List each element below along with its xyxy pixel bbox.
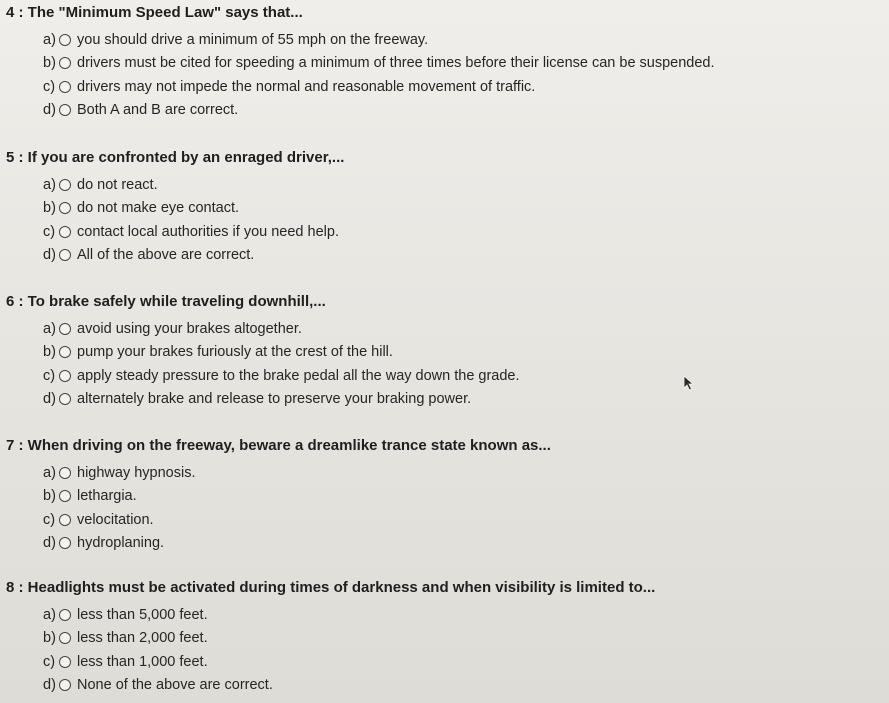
answer-option-a[interactable] <box>43 603 876 627</box>
radio-button-icon[interactable] <box>59 226 71 238</box>
option-text: less than 1,000 feet. <box>77 653 208 670</box>
radio-button-icon[interactable] <box>59 57 71 69</box>
radio-button-icon[interactable] <box>59 490 71 502</box>
radio-button-icon[interactable] <box>59 179 71 191</box>
radio-button-icon[interactable] <box>59 393 71 405</box>
question-title: 8 : Headlights must be activated during times of darkness and when visibility is limited to... <box>6 579 656 596</box>
option-text: less than 5,000 feet. <box>77 606 208 623</box>
answer-option-b[interactable] <box>43 52 876 76</box>
question-title: 6 : To brake safely while traveling downhill,... <box>6 293 326 310</box>
option-text: you should drive a minimum of 55 mph on the freeway. <box>77 31 429 48</box>
option-text: Both A and B are correct. <box>77 102 239 119</box>
question-title: 4 : The "Minimum Speed Law" says that... <box>6 4 303 21</box>
answer-option-d[interactable] <box>43 244 876 268</box>
answer-option-c[interactable] <box>43 508 876 532</box>
option-text: apply steady pressure to the brake pedal all the way down the grade. <box>77 367 520 384</box>
radio-button-icon[interactable] <box>59 370 71 382</box>
option-letter: a) <box>43 176 56 193</box>
radio-button-icon[interactable] <box>59 104 71 116</box>
radio-button-icon[interactable] <box>59 632 71 644</box>
answer-option-a[interactable] <box>43 28 876 52</box>
radio-button-icon[interactable] <box>59 467 71 479</box>
option-text: alternately brake and release to preserve your braking power. <box>77 391 472 408</box>
option-text: do not react. <box>77 176 158 193</box>
option-letter: d) <box>43 391 56 408</box>
radio-button-icon[interactable] <box>59 537 71 549</box>
option-letter: d) <box>43 677 56 694</box>
answer-option-d[interactable] <box>43 532 876 556</box>
option-letter: b) <box>43 344 56 361</box>
radio-button-icon[interactable] <box>59 81 71 93</box>
question-7 <box>6 437 876 555</box>
option-letter: c) <box>43 223 56 240</box>
option-text: contact local authorities if you need help. <box>77 223 339 240</box>
option-letter: b) <box>43 200 56 217</box>
option-letter: a) <box>43 320 56 337</box>
option-text: velocitation. <box>77 511 154 528</box>
option-letter: d) <box>43 102 56 119</box>
option-text: drivers must be cited for speeding a minimum of three times before their license can be suspended. <box>77 55 715 72</box>
radio-button-icon[interactable] <box>59 609 71 621</box>
radio-button-icon[interactable] <box>59 202 71 214</box>
option-text: lethargia. <box>77 488 137 505</box>
option-letter: b) <box>43 630 56 647</box>
radio-button-icon[interactable] <box>59 656 71 668</box>
option-text: None of the above are correct. <box>77 677 273 694</box>
option-text: highway hypnosis. <box>77 464 196 481</box>
radio-button-icon[interactable] <box>59 34 71 46</box>
option-letter: c) <box>43 511 56 528</box>
option-text: hydroplaning. <box>77 535 165 552</box>
option-text: drivers may not impede the normal and reasonable movement of traffic. <box>77 78 536 95</box>
answer-option-b[interactable] <box>43 627 876 651</box>
answer-option-c[interactable] <box>43 364 876 388</box>
answer-option-a[interactable] <box>43 173 876 197</box>
option-letter: c) <box>43 653 56 670</box>
option-letter: a) <box>43 606 56 623</box>
answer-option-c[interactable] <box>43 650 876 674</box>
question-title: 7 : When driving on the freeway, beware a dreamlike trance state known as... <box>6 437 551 454</box>
answer-option-a[interactable] <box>43 461 876 485</box>
option-letter: d) <box>43 247 56 264</box>
question-5 <box>6 149 876 267</box>
radio-button-icon[interactable] <box>59 679 71 691</box>
answer-option-c[interactable] <box>43 75 876 99</box>
radio-button-icon[interactable] <box>59 514 71 526</box>
option-letter: c) <box>43 78 56 95</box>
question-4 <box>6 4 876 122</box>
option-letter: c) <box>43 367 56 384</box>
option-letter: a) <box>43 464 56 481</box>
option-letter: b) <box>43 488 56 505</box>
question-8 <box>6 579 876 697</box>
option-text: avoid using your brakes altogether. <box>77 320 302 337</box>
answer-option-d[interactable] <box>43 388 876 412</box>
answer-option-b[interactable] <box>43 341 876 365</box>
answer-option-b[interactable] <box>43 485 876 509</box>
answer-option-c[interactable] <box>43 220 876 244</box>
option-letter: d) <box>43 535 56 552</box>
option-text: do not make eye contact. <box>77 200 240 217</box>
answer-option-a[interactable] <box>43 317 876 341</box>
option-letter: a) <box>43 31 56 48</box>
radio-button-icon[interactable] <box>59 249 71 261</box>
answer-option-b[interactable] <box>43 197 876 221</box>
option-text: All of the above are correct. <box>77 247 255 264</box>
radio-button-icon[interactable] <box>59 346 71 358</box>
mouse-pointer-icon <box>683 375 695 391</box>
answer-option-d[interactable] <box>43 674 876 698</box>
question-6 <box>6 293 876 411</box>
answer-option-d[interactable] <box>43 99 876 123</box>
option-text: less than 2,000 feet. <box>77 630 208 647</box>
option-text: pump your brakes furiously at the crest of the hill. <box>77 344 393 361</box>
option-letter: b) <box>43 55 56 72</box>
radio-button-icon[interactable] <box>59 323 71 335</box>
question-title: 5 : If you are confronted by an enraged driver,... <box>6 149 345 166</box>
